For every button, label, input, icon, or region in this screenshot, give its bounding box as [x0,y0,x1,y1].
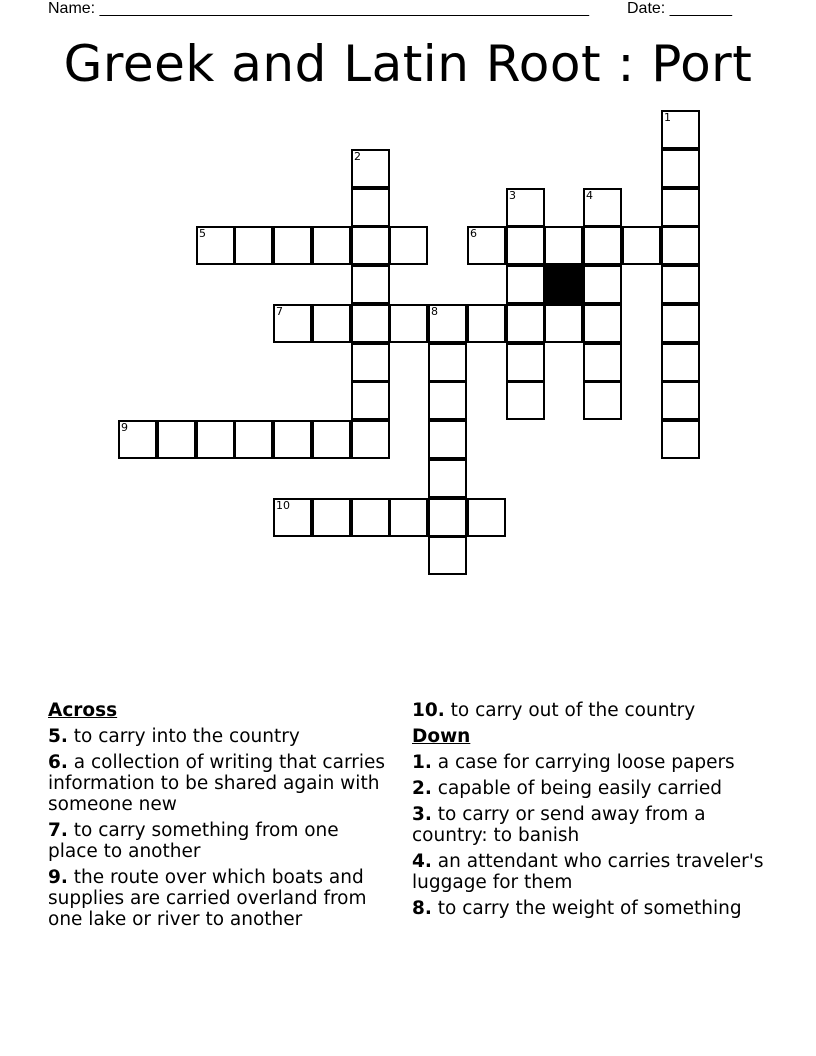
grid-cell[interactable] [661,265,700,304]
clue-text: to carry into the country [73,726,300,747]
grid-cell[interactable] [661,343,700,382]
clue-number: 1. [412,752,432,773]
grid-cell[interactable] [351,343,390,382]
grid-cell[interactable] [312,304,351,343]
black-square [544,265,583,304]
clue-number-label: 1 [664,111,671,124]
clue-down-2 [412,778,772,799]
clue-number-label: 5 [199,227,206,240]
grid-cell[interactable] [428,304,467,343]
grid-cell[interactable] [389,304,428,343]
grid-cell[interactable] [351,420,390,459]
clue-number: 5. [48,726,68,747]
grid-cell[interactable] [506,226,545,265]
clue-number-label: 8 [431,305,438,318]
grid-cell[interactable] [428,536,467,575]
grid-cell[interactable] [661,149,700,188]
grid-cell[interactable] [583,304,622,343]
grid-cell[interactable] [196,420,235,459]
clues-left-column [48,700,393,935]
grid-cell[interactable] [661,110,700,149]
clue-number: 9. [48,867,68,888]
clue-number-label: 3 [509,189,516,202]
grid-cell[interactable] [234,420,273,459]
grid-cell[interactable] [351,188,390,227]
grid-cell[interactable] [428,498,467,537]
grid-cell[interactable] [428,420,467,459]
clue-text: capable of being easily carried [437,778,722,799]
grid-cell[interactable] [506,265,545,304]
clue-text: a collection of writing that carries information to be shared again with someone new [48,752,385,815]
clue-number: 6. [48,752,68,773]
grid-cell[interactable] [544,304,583,343]
grid-cell[interactable] [428,381,467,420]
clue-number: 7. [48,820,68,841]
grid-cell[interactable] [351,265,390,304]
date-label: Date: [627,0,666,17]
grid-cell[interactable] [273,226,312,265]
grid-cell[interactable] [661,226,700,265]
clue-number-label: 9 [121,421,128,434]
clue-down-1 [412,752,772,773]
grid-cell[interactable] [273,498,312,537]
grid-cell[interactable] [351,304,390,343]
clue-number-label: 4 [586,189,593,202]
clue-across-9 [48,867,393,930]
grid-cell[interactable] [351,498,390,537]
name-blank: _______________________________________________________ [99,0,589,17]
grid-cell[interactable] [312,420,351,459]
grid-cell[interactable] [273,304,312,343]
grid-cell[interactable] [583,381,622,420]
clue-text: to carry or send away from a country: to banish [412,804,706,846]
clue-text: to carry the weight of something [437,898,742,919]
grid-cell[interactable] [506,304,545,343]
grid-cell[interactable] [312,498,351,537]
grid-cell[interactable] [234,226,273,265]
grid-cell[interactable] [583,188,622,227]
clue-number: 8. [412,898,432,919]
down-heading: Down [412,726,471,747]
date-blank: _______ [669,0,732,17]
grid-cell[interactable] [351,381,390,420]
grid-cell[interactable] [428,343,467,382]
clue-across-7 [48,820,393,862]
clue-number: 3. [412,804,432,825]
grid-cell[interactable] [273,420,312,459]
clue-number-label: 2 [354,150,361,163]
clue-across-6 [48,752,393,815]
clue-text: an attendant who carries traveler's luggage for them [412,851,764,893]
grid-cell[interactable] [661,420,700,459]
clue-text: to carry something from one place to another [48,820,339,862]
grid-cell[interactable] [661,304,700,343]
across-heading: Across [48,700,118,721]
clue-number: 2. [412,778,432,799]
name-label: Name: [48,0,96,17]
grid-cell[interactable] [467,498,506,537]
grid-cell[interactable] [389,226,428,265]
grid-cell[interactable] [312,226,351,265]
grid-cell[interactable] [622,226,661,265]
grid-cell[interactable] [428,459,467,498]
grid-cell[interactable] [467,226,506,265]
grid-cell[interactable] [157,420,196,459]
grid-cell[interactable] [118,420,157,459]
grid-cell[interactable] [544,226,583,265]
grid-cell[interactable] [196,226,235,265]
clue-number-label: 6 [470,227,477,240]
grid-cell[interactable] [389,498,428,537]
clue-text: a case for carrying loose papers [437,752,735,773]
clue-number-label: 10 [276,499,290,512]
clue-down-4 [412,851,772,893]
grid-cell[interactable] [583,265,622,304]
clue-down-3 [412,804,772,846]
grid-cell[interactable] [467,304,506,343]
page-title: Greek and Latin Root : Port [63,35,753,93]
clue-text: the route over which boats and supplies are carried overland from one lake or river to another [48,867,367,930]
grid-cell[interactable] [506,343,545,382]
clues-right-column [412,700,772,924]
clue-number: 10. [412,700,445,721]
clue-number: 4. [412,851,432,872]
grid-cell[interactable] [661,188,700,227]
grid-cell[interactable] [661,381,700,420]
clue-down-8 [412,898,772,919]
clue-number-label: 7 [276,305,283,318]
grid-cell[interactable] [583,343,622,382]
grid-cell[interactable] [351,226,390,265]
grid-cell[interactable] [506,188,545,227]
clue-across-10 [412,700,772,721]
grid-cell[interactable] [583,226,622,265]
grid-cell[interactable] [351,149,390,188]
grid-cell[interactable] [506,381,545,420]
clue-text: to carry out of the country [450,700,696,721]
clue-across-5 [48,726,393,747]
